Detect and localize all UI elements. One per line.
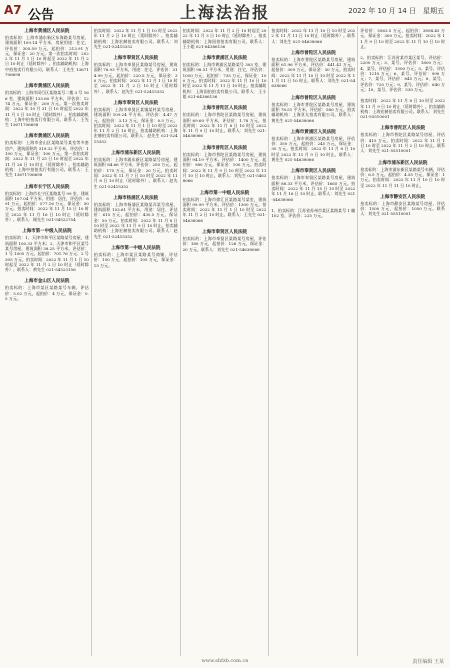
notice-text: 拍卖标的：上海市静安区某路某号房屋，评估价：1500 万元，起拍价：1050 万元。联系人：刘先生 021-55510001 [360,200,445,217]
notice-text: 拍卖标的：上海市黄浦区某路某号 303 室，建筑面积 98.51 平方米，用途：住宅，评估价：1050 万元，起拍价：735 万元，保证金：100 万元。拍卖时间：2022 年 11 月 10 日 10 时至 2022 年 11 月 11 日 10 时止。拍卖辅助机构：上海国拍拍卖有限公司。联系人：王小姐 021-64386136 [182,62,267,99]
notice-text: 拍卖标的：上海市浦东新区某路某号房屋，建筑面积 84.66 平方米，评估价：250 万元，起拍价：175 万元，保证金：20 万元。拍卖时间：2022 年 11 月 7 日 10 时至 2022 年 11 月 8 日 10 时止（延时除外）。联系人：赵先生 021-52415352 [93,157,178,189]
notice-text: 拍卖标的：上海市长宁区某路某号 99 室，建筑面积 107.04 平方米，用途：居住，评估价：891 万元，起拍价：577.16 万元，保证金：50 万元。拍卖时间：2022 年 11 月 15 日 10 时至 2022 年 11 月 16 日 10 时止（延时除外）。联系人：顾先生 021-54522754 [5,190,89,223]
notice-title: 上海市黄浦区人民法院 [290,129,336,135]
notice-text: 评估价：5563.5 万元，起拍价：3894.45 万元，保证金：300 万元。拍卖时间：2022 年 11 月 9 日 10 时至 2022 年 11 月 10 日 10 时止。 [360,28,445,49]
notice-title: 上海市奉贤区人民法院 [201,230,247,236]
notice-block [94,150,178,189]
notice-text: 拍卖标的：上海市普陀区某路某号房屋，建筑面积 78.51 平方米，评估价：580 万元。拍卖辅助机构：上海亚太拍卖有限公司。联系人：黄先生 021-54638066 [271,101,356,123]
notice-block [183,28,267,49]
masthead: 上海法治报 [179,3,270,22]
page-number: A7 [4,3,22,17]
date-line: 2022 年 10 月 14 日 星期五 [348,7,444,15]
notice-text: 拍卖标的：上海市金山区某路某号某室等多套房产，建筑面积约 319.32 平方米，评估价：1100 万元，保证金：100 万元。第一次拍卖时间：2022 年 11 月 25 日 10 时起至 2022 年 11 月 26 日 10 时止（延时除外）。拍卖辅助机构：上海中拍拍卖行有限公司。联系人：王先生 13671706698 [5,140,89,178]
notice-title: 上海市静安区人民法院 [380,194,426,200]
column [3,26,92,656]
notice-title: 上海市普陀区人民法院 [201,106,247,112]
notice-text: 拍卖时间：2022 年 11 月 8 日 10 时至 2022 年 11 月 9 日 10 时止（延时除外）。拍卖辅助机构：上海宏赫拍卖有限公司。联系人：刘先生 021-55510001 [360,98,445,120]
notice-title: 上海市普陀区人民法院 [201,145,247,151]
footer-url: www.shfzb.com.cn [201,658,249,664]
footer-editor: 责任编辑 王某 [412,659,444,665]
notice-block [183,229,267,252]
notice-block [271,28,355,44]
section-title: 公告 [28,8,55,23]
notice-text: 拍卖标的：上海市杨浦区某路某弄某号房屋，建筑面积 103.61 平方米，用途：居住，评估价：615 万元，起拍价：430.5 万元，保证金：50 万元。拍卖时间：2022 年 11 月 8 日 10 时至 2022 年 11 月 9 日 10 时止。拍卖辅助机构：上海宏赫拍卖有限公司。联系人：赵先生 021-52415352 [93,201,178,239]
notice-title: 上海市第一中级人民法院 [22,229,72,235]
notice-text: 拍卖标的：上海市奉贤区某路某号房屋，建筑面积 88.33 平方米，评估价：1665 万元。拍卖时间：2022 年 11 月 15 日 10 时至 2022 年 11 月 16 日 10 时止。联系人：刘先生 021-54638066 [271,175,356,202]
notice-block [360,125,445,153]
notice-text: 拍卖时间：2022 年 11 月 1 日 10 时至 2022 年 11 月 2 日 10 时止（延时除外）。拍卖辅助机构：上海宏赫拍卖有限公司。联系人：刘先生 021-52415352 [93,28,178,49]
notice-text: 拍卖标的：上海市普陀区某路某号房屋，建筑面积 69.60 平方米，评估价：1.78 万元。拍卖时间：2022 年 11 月 8 日 10 时至 2022 年 11 月 9 日 10 时止。联系人：刘先生 021-54638066 [182,112,267,139]
notice-title: 上海市黄浦区人民法院 [24,29,70,34]
notice-text: 拍卖标的：上海市普陀区某路某号房屋，评估价：415 万元。拍卖时间：2022 年 11 月 1 日 10 时至 2022 年 11 月 2 日 10 时止。联系人：刘先生 021-55510001 [360,132,445,154]
notice-block [5,184,89,223]
notice-block [360,160,445,188]
notice-block [271,50,355,89]
notice-block [94,55,178,94]
notice-text: 拍卖标的：上海市奉贤区某路某号房屋，建筑面积 78.93 平方米，用途：住宅，评估价：314.99 万元，起拍价：220.5 万元，保证金：30 万元。拍卖时间：2022 年 11 月 1 日 10 时至 2022 年 11 月 2 日 10 时止（延时除外）。联系人：赵先生 021-52415352 [93,62,178,94]
notice-block [360,55,445,92]
page-header [0,0,450,24]
notice-block [360,194,445,217]
notice-block [183,145,267,184]
notice-text: 1、拍卖标的：江苏省苏州市某区某路某号 1 幢 102 室，评估价：225 万元。 [271,207,356,219]
notice-title: 上海市长宁区人民法院 [24,184,70,190]
notice-block [183,105,267,138]
notice-title: 上海市金山区人民法院 [24,279,70,285]
notice-block [360,28,445,49]
notice-block [5,228,89,272]
notice-text: 拍卖标的：上海市浦东新区某路某号车辆，评估价：6.5 万元，起拍价：4.55 万元，保证金：1 万元。拍卖时间：2022 年 11 月 10 日 10 时至 2022 年 11 月 11 日 10 时止。 [360,166,445,188]
notice-block [94,28,178,49]
notice-text: 拍卖标的：上海市奉贤区某路某号房屋，评估价：180 万元，起拍价：126 万元，保证金：20 万元。联系人：刘先生 021-54638066 [182,236,267,252]
notice-text: 拍卖标的：上海市某区某路某号商铺，评估价：150 万元，起拍价：105 万元，保证金：15 万元。 [93,251,178,268]
notice-block [5,278,89,301]
notice-text: 拍卖标的：上海市奉贤区某镇某村某号房屋，建筑面积 109.24 平方米，评估价：4.47 万元，起拍价：3.13 万元，保证金：0.5 万元。拍卖时间：2022 年 11 月 1 日 10 时至 2022 年 11 月 2 日 10 时止。拍卖辅助机构：上海宏赫拍卖有限公司。联系人：赵先生 021-52415352 [93,106,178,144]
column [181,26,270,656]
notice-title: 上海市普陀区人民法院 [290,95,336,101]
notice-block [5,28,89,77]
notice-block [5,133,89,177]
notice-text: 拍卖标的：上海市黄浦区某路某号房屋，评估价：350 万元，起拍价：245 万元，保证金：30 万元。拍卖时间：2022 年 11 月 8 日 10 时至 2022 年 11 月 9 日 10 时止。联系人：黄先生 021-54638066 [271,135,356,163]
notice-block [271,168,355,201]
notice-columns [3,26,447,656]
notice-block [94,195,178,239]
notice-block [183,190,267,223]
notice-title: 上海市第一中级人民法院 [110,245,161,251]
notice-title: 上海市奉贤区人民法院 [113,56,159,62]
column [269,26,358,656]
notice-block [94,245,178,268]
notice-block [271,129,355,162]
notice-text: 拍卖标的：上海市普陀区某路某号房屋，建筑面积 94.19 平方米，评估价：1400 万元，起拍价：980 万元，保证金：100 万元。拍卖时间：2022 年 11 月 9 日 10 时至 2022 年 11 月 10 日 10 时止。联系人：刘先生 021-54638066 [182,151,267,184]
notice-title: 上海市第一中级人民法院 [199,190,250,196]
notice-text: 拍卖时间：2022 年 11 月 2 日 10 时起至 2022 年 11 月 3 日 10 时止（延时除外）。拍卖辅助机构：上海国拍拍卖有限公司。联系人：王小姐 021-64386136 [182,28,267,49]
notice-text: 拍卖标的：上海市某区某路某号车辆，评估价：5.02 万元，起拍价：4 万元，保证金：0.5 万元。 [5,285,89,301]
notice-text: 拍卖标的：上海市徐汇区某路某号某室，建筑面积 99.99 平方米，评估价：1300 万元。拍卖时间：2022 年 11 月 1 日 10 时至 2022 年 11 月 2 日 10 时止。联系人：王先生 021-54638066 [182,196,267,223]
notice-title: 上海市杨浦区人民法院 [113,195,159,201]
notice-text: 拍卖标的：上海市普陀区某路某号房屋，建筑面积 61.96 平方米，评估价：441.41 万元，起拍价：309 万元，保证金：30 万元。拍卖时间：2022 年 11 月 10 日 10 时至 2022 年 11 月 11 日 10 时止。联系人：刘先生 021-54638066 [271,56,356,89]
notice-block [94,100,178,144]
notice-block [5,83,89,127]
notice-block [183,55,267,99]
notice-title: 上海市黄浦区人民法院 [24,134,70,140]
notice-text: 拍卖标的：上海市浦东新区东海路某号房屋，建筑面积 109.14 平方米，房屋用途：住宅，评估价：305.59 万元，起拍价：213.91 万元，保证金：20 万元。第一次拍卖时间：2022 年 11 月 1 日 10 时起至 2022 年 11 月 2 日 10 时止（延时除外）。拍卖辅助机构：上海中拍拍卖行有限公司。联系人：王先生 13671706698 [5,35,89,78]
notice-title: 上海市普陀区人民法院 [380,126,426,132]
notice-title: 上海市黄浦区人民法院 [201,56,247,62]
notice-title: 上海市奉贤区人民法院 [113,100,159,106]
notice-text: 拍卖标的：1、天津市和平区某路某号房屋，建筑面积 100.33 平方米；2、天津市和平区某号某号房屋，建筑面积 38.25 平方米。评估价：1 号 1005 万元，起拍价：701.76 万元；2 号 305 万元。拍卖时间：2022 年 11 月 1 日 10 时起至 2022 年 11 月 2 日 10 时止（延时除外）。联系人：黄先生 021-54523156 [5,235,89,273]
notice-text: 2、拍卖标的：江苏省某市某区某号，评估价：2200 万元；3、某号，评估价：1800 万元；4、某号，评估价：1500 万元；5、某号，评估价：1210 万元；6、某号，评估价：990 万元；7、某号，评估价：845 万元；8、某号，评估价：720 万元；9、某号，评估价：640 万元；10、某号，评估价：530 万元。 [360,55,445,92]
notice-title: 上海市浦东新区人民法院 [377,160,428,166]
notice-block [360,98,445,119]
column [358,26,447,656]
notice-title: 上海市奉贤区人民法院 [290,169,336,175]
notice-block [271,95,355,123]
notice-text: 拍卖时间：2022 年 11 月 10 日 10 时至 2022 年 11 月 11 日 10 时止（延时除外）。联系人：刘先生 021-54638066 [271,28,356,44]
notice-title: 上海市普陀区人民法院 [290,50,336,56]
notice-text: 拍卖标的：上海市闵行区某路某号二楼 3 号 166 室，建筑面积 133.60 平方米，评估价：1274 万元，保证金：200 万元。第一次拍卖时间：2022 年 10 月 31 日 10 时起至 2022 年 11 月 1 日 10 时止（延时除外）。拍卖辅助机构：上海中拍拍卖行有限公司。联系人：王先生 13671706698 [5,90,89,128]
notice-block [271,208,355,219]
notice-title: 上海市浦东新区人民法院 [110,151,161,157]
column [92,26,181,656]
notice-title: 上海市黄浦区人民法院 [24,84,70,90]
